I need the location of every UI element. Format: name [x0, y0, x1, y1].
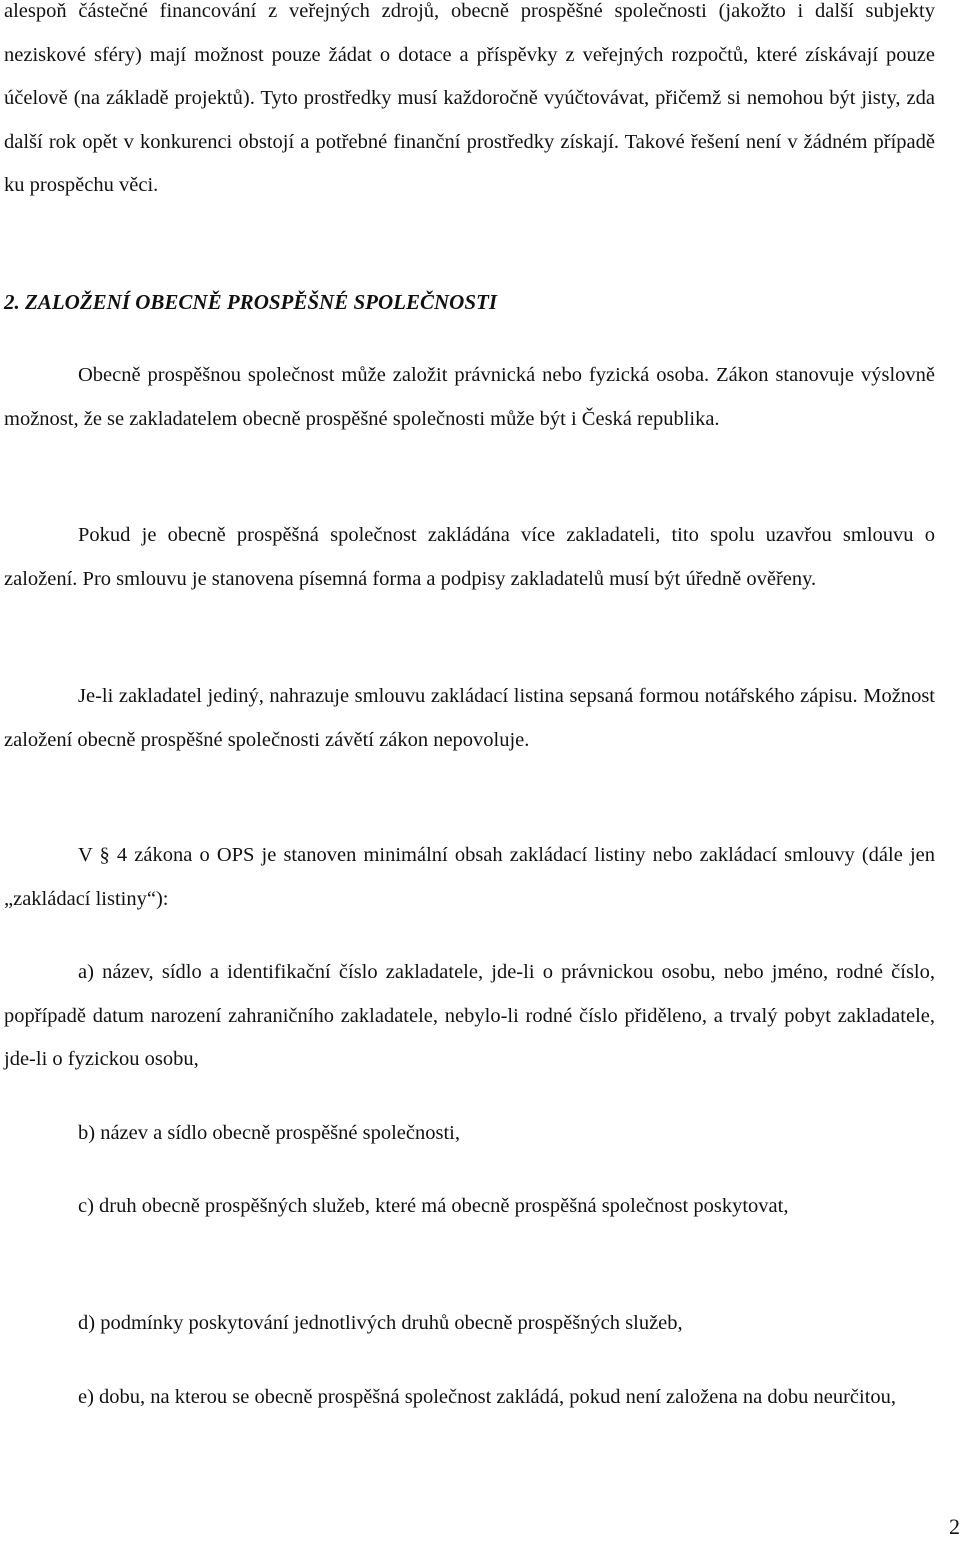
section-heading: 2. ZALOŽENÍ OBECNĚ PROSPĚŠNÉ SPOLEČNOSTI — [4, 290, 497, 314]
page-number: 2 — [949, 1514, 960, 1539]
list-item: a) název, sídlo a identifikační číslo zakladatele, jde-li o právnickou osobu, nebo jméno, rodné číslo, popřípadě datum narození zahraničního zakladatele, nebylo-li rodné číslo přiděleno, a trvalý pobyt zakladatele, jde-li o fyzickou osobu, — [4, 961, 935, 1070]
paragraph-intro: alespoň částečné financování z veřejných zdrojů, obecně prospěšné společnosti (jakožto i další subjekty neziskové sféry) mají možnost pouze žádat o dotace a příspěvky z veřejných rozpočtů, které získávají pouze účelově (na základě projektů). Tyto prostředky musí každoročně vyúčtovávat, přičemž si nemohou být jisty, zda další rok opět v konkurenci obstojí a potřebné finanční prostředky získají. Takové řešení není v žádném případě ku prospěchu věci. — [4, 0, 935, 196]
paragraph-single-founder: Je-li zakladatel jediný, nahrazuje smlouvu zakládací listina sepsaná formou notářského zápisu. Možnost založení obecně prospěšné společnosti závětí zákon nepovoluje. — [4, 685, 935, 751]
paragraph-contract: Pokud je obecně prospěšná společnost zakládána více zakladateli, tito spolu uzavřou smlouvu o založení. Pro smlouvu je stanovena písemná forma a podpisy zakladatelů musí být úředně ověřeny. — [4, 524, 935, 590]
list-item: e) dobu, na kterou se obecně prospěšná společnost zakládá, pokud není založena na dobu neurčitou, — [78, 1386, 897, 1408]
paragraph-section-4: V § 4 zákona o OPS je stanoven minimální obsah zakládací listiny nebo zakládací smlouvy (dále jen „zakládací listiny“): — [4, 844, 935, 910]
paragraph-founders: Obecně prospěšnou společnost může založit právnická nebo fyzická osoba. Zákon stanovuje výslovně možnost, že se zakladatelem obecně prospěšné společnosti může být i Česká republika. — [4, 364, 935, 430]
list-item: b) název a sídlo obecně prospěšné společnosti, — [78, 1122, 460, 1144]
list-item: d) podmínky poskytování jednotlivých druhů obecně prospěšných služeb, — [78, 1312, 683, 1334]
list-item: c) druh obecně prospěšných služeb, které má obecně prospěšná společnost poskytovat, — [78, 1195, 789, 1217]
